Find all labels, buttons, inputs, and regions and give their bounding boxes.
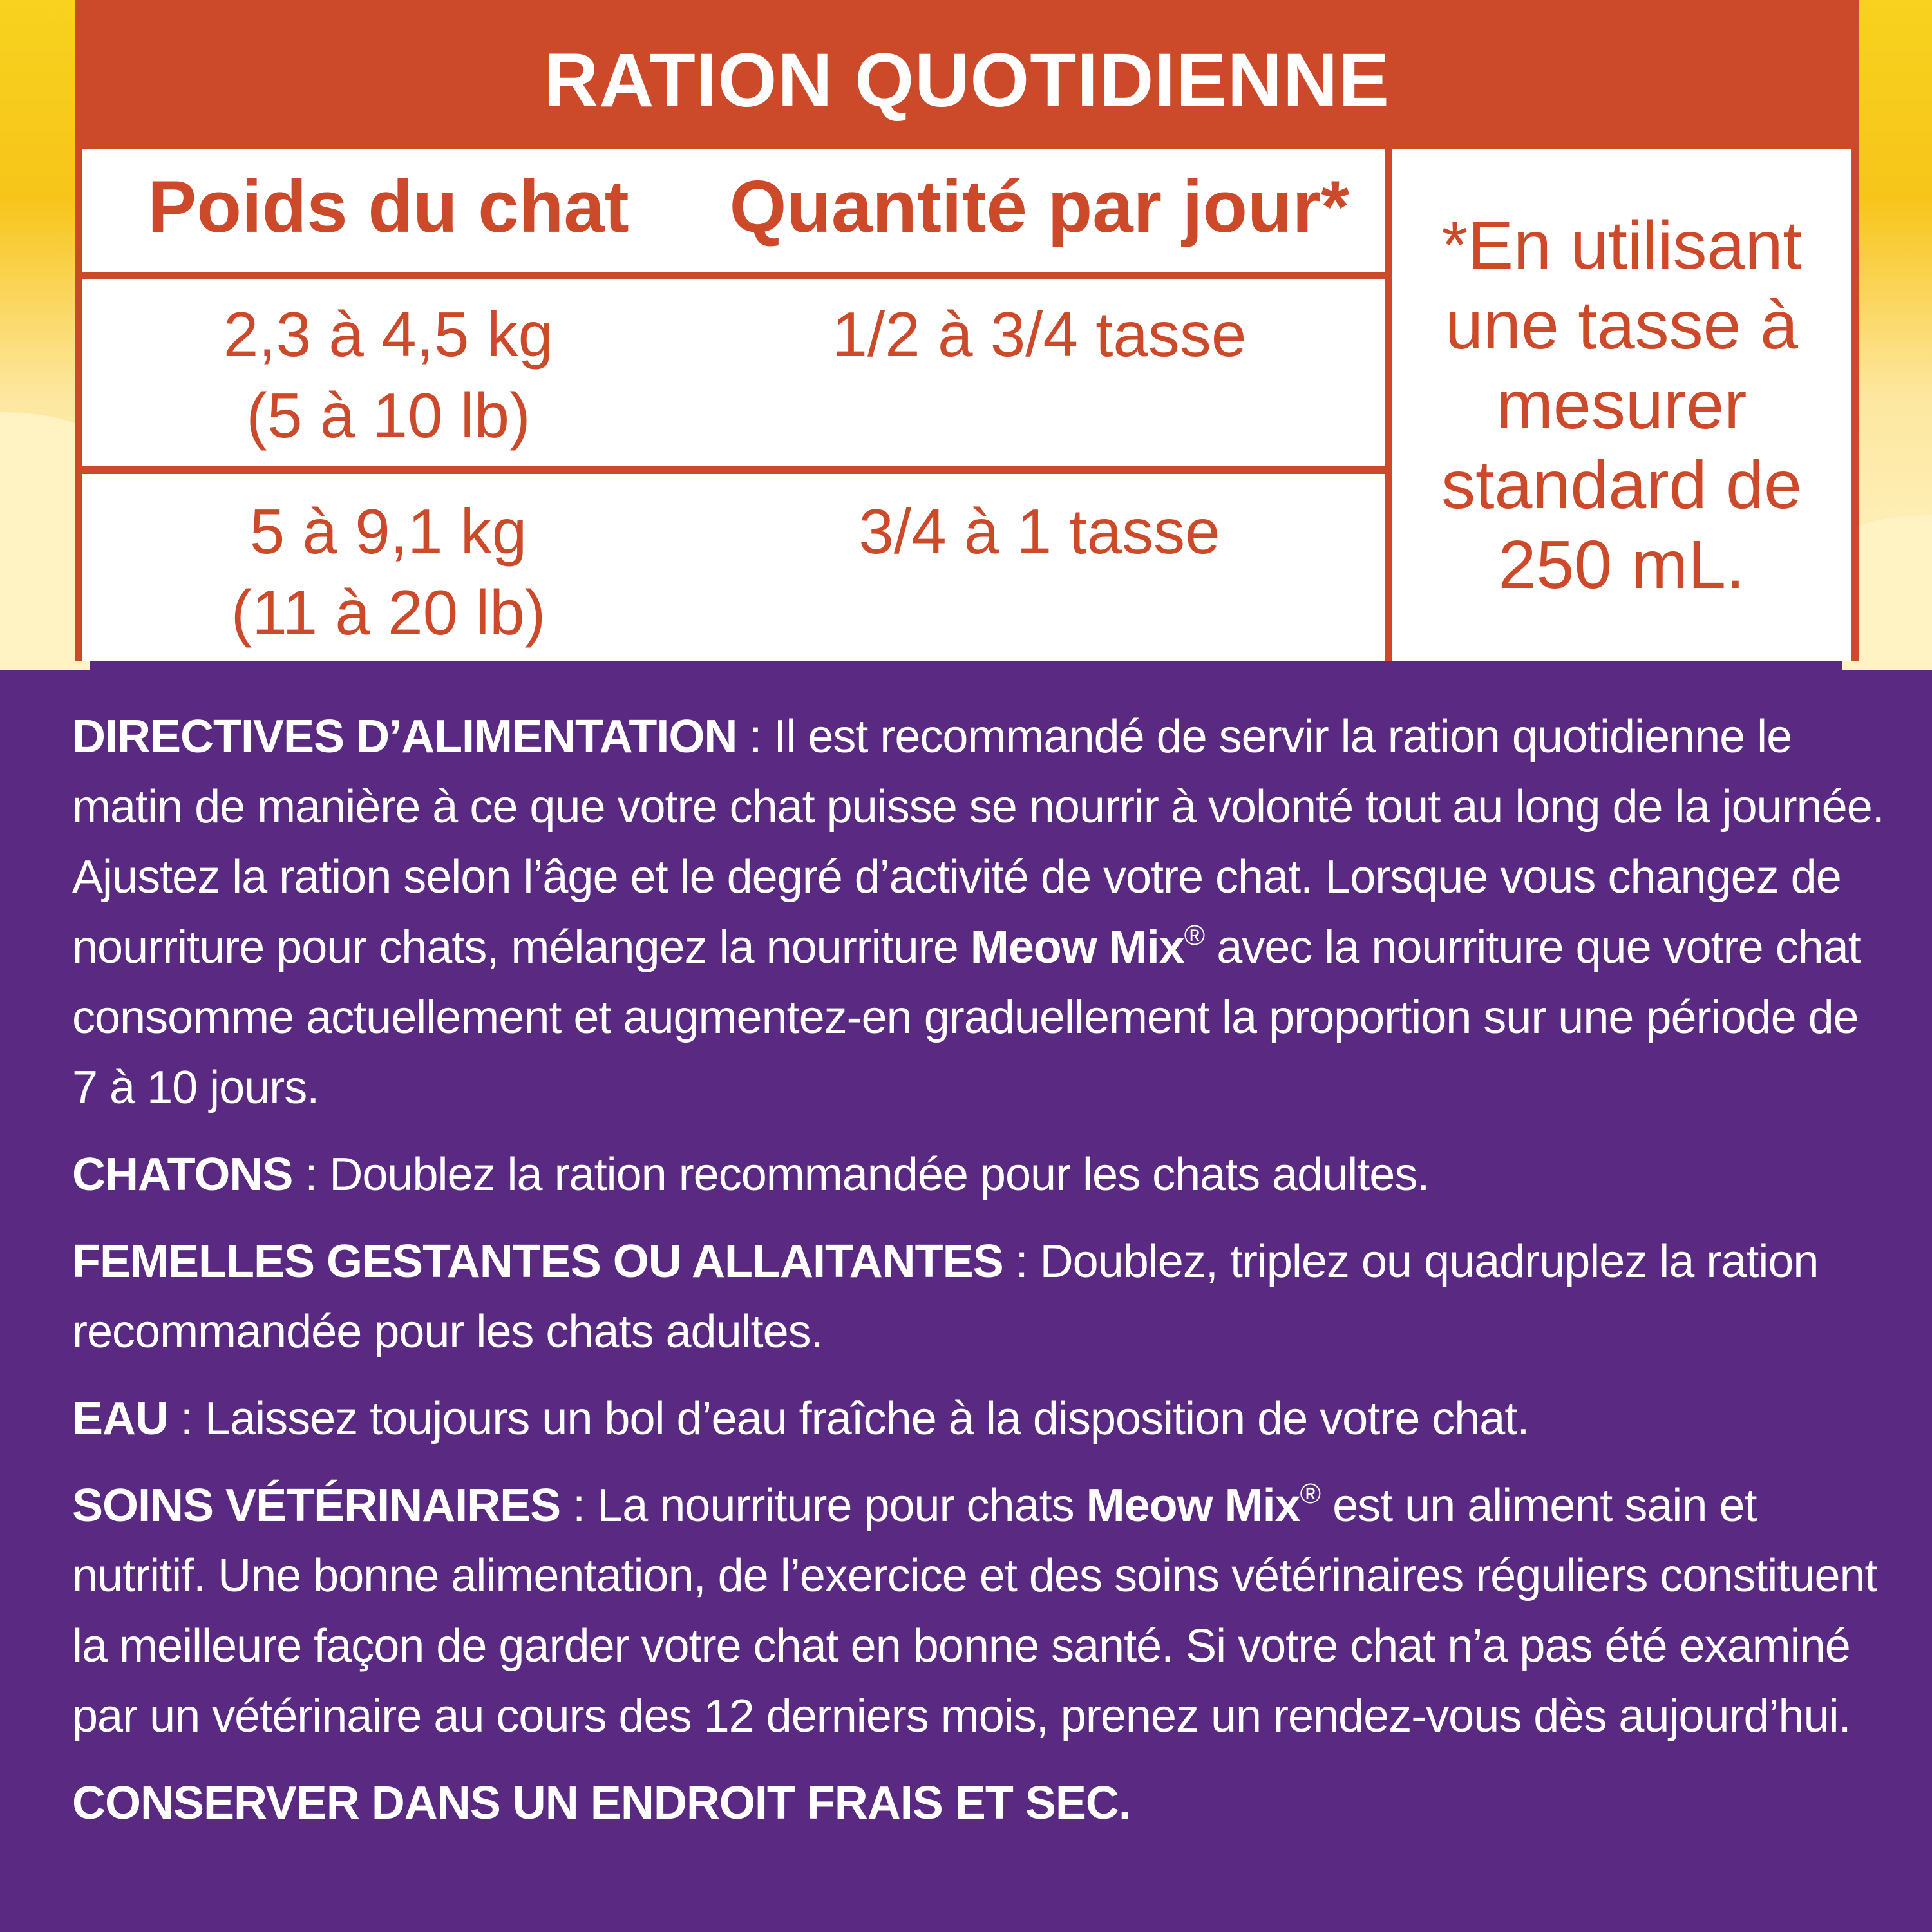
weight-lb: (5 à 10 lb) — [246, 380, 531, 451]
table-row — [82, 279, 1385, 466]
note-line: standard de — [1441, 447, 1802, 523]
note-line: une tasse à — [1444, 287, 1799, 363]
kittens-label: CHATONS — [72, 1149, 293, 1200]
measuring-cup-note — [1392, 149, 1851, 661]
kittens-paragraph: CHATONS : Doublez la ration recommandée pour les chats adultes. — [72, 1149, 1430, 1200]
females-label: FEMELLES GESTANTES OU ALLAITANTES — [72, 1236, 1003, 1287]
note-line: 250 mL. — [1498, 527, 1745, 603]
water-label: EAU — [72, 1393, 169, 1444]
feeding-paragraph: DIRECTIVES D’ALIMENTATION : Il est recommandé de servir la ration quotidienne le matin de manière à ce que votre chat puisse se nourrir à volonté tout au long de la journée. Ajustez la ration selon l’âge et le degré d’activité de votre chat. Lorsque vous changez de nourriture pour chats, mélangez la nourriture Meow Mix® avec la nourriture que votre chat consomme actuellement et augmentez-en graduellement la proportion sur une période de 7 à 10 jours. — [72, 711, 1884, 1113]
vet-paragraph: SOINS VÉTÉRINAIRES : La nourriture pour chats Meow Mix® est un aliment sain et nutritif. Une bonne alimentation, de l’exercice et des soins vétérinaires réguliers constituent la meilleure façon de garder votre chat en bonne santé. Si votre chat n’a pas été examiné par un vétérinaire au cours des 12 derniers mois, prenez un rendez-vous dès aujourd’hui. — [72, 1478, 1877, 1742]
registered-mark: ® — [1300, 1478, 1321, 1510]
quantity: 3/4 à 1 tasse — [858, 496, 1220, 567]
storage-instruction: CONSERVER DANS UN ENDROIT FRAIS ET SEC. — [72, 1777, 1131, 1829]
note-line: *En utilisant — [1441, 207, 1802, 283]
daily-ration-panel — [75, 0, 1859, 661]
note-line: mesurer — [1496, 367, 1747, 443]
storage-paragraph — [72, 1768, 1888, 1839]
header-quantity: Quantité par jour* — [729, 166, 1350, 248]
feeding-label: DIRECTIVES D’ALIMENTATION — [72, 711, 737, 762]
table-row — [82, 474, 1385, 661]
weight-lb: (11 à 20 lb) — [231, 577, 546, 648]
females-paragraph: FEMELLES GESTANTES OU ALLAITANTES : Doublez, triplez ou quadruplez la ration recommandée pour les chats adultes. — [72, 1236, 1819, 1358]
brand-name: Meow Mix — [970, 922, 1184, 973]
feeding-directives — [72, 702, 1888, 1855]
vet-label: SOINS VÉTÉRINAIRES — [72, 1480, 561, 1531]
table-header — [82, 149, 1385, 272]
brand-name: Meow Mix — [1086, 1480, 1300, 1531]
quantity: 1/2 à 3/4 tasse — [832, 299, 1247, 370]
registered-mark: ® — [1184, 920, 1205, 951]
weight-kg: 5 à 9,1 kg — [249, 496, 527, 567]
panel-title: RATION QUOTIDIENNE — [544, 38, 1390, 123]
header-weight: Poids du chat — [147, 166, 629, 248]
water-paragraph: EAU : Laissez toujours un bol d’eau fraîche à la disposition de votre chat. — [72, 1393, 1530, 1444]
weight-kg: 2,3 à 4,5 kg — [223, 299, 554, 370]
